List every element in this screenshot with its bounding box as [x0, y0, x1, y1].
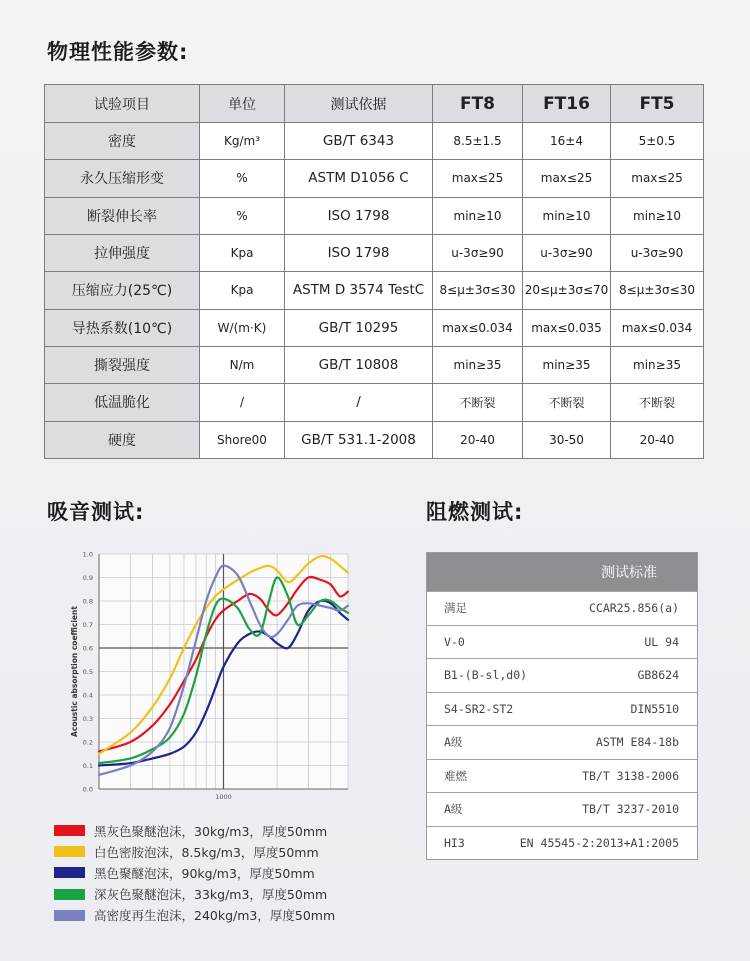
ft5-cell: max≤25	[611, 160, 704, 197]
legend-label: 黑灰色聚醚泡沫，30kg/m3，厚度50mm	[94, 823, 328, 839]
flame-rating: B1-(B-sl,d0)	[444, 668, 528, 683]
acoustic-test-title: 吸音测试:	[47, 500, 145, 524]
ft16-cell: max≤0.035	[523, 309, 611, 346]
y-tick-label: 0.2	[82, 738, 93, 747]
flame-standard: EN 45545-2:2013+A1:2005	[519, 835, 679, 850]
flame-rating: V-0	[444, 634, 465, 649]
flame-rating: 难燃	[444, 768, 467, 783]
ft16-cell: min≥35	[523, 346, 611, 383]
legend-swatch	[54, 889, 85, 900]
legend-label: 深灰色聚醚泡沫，33kg/m3，厚度50mm	[94, 887, 328, 903]
ft8-cell: 20-40	[433, 421, 523, 458]
standard-cell: ASTM D1056 C	[285, 160, 433, 197]
header-ft5: FT5	[611, 85, 704, 123]
standard-cell: ISO 1798	[285, 197, 433, 234]
flame-standard: CCAR25.856(a)	[588, 601, 679, 616]
legend-item	[54, 820, 335, 841]
absorption-chart	[64, 545, 364, 805]
y-tick-label: 0.8	[82, 597, 93, 606]
legend-label: 白色密胺泡沫，8.5kg/m3，厚度50mm	[94, 844, 319, 860]
standard-cell: GB/T 10295	[285, 309, 433, 346]
unit-cell: Kpa	[200, 234, 285, 271]
legend-label: 黑色聚醚泡沫，90kg/m3，厚度50mm	[94, 865, 315, 881]
unit-cell: Kpa	[200, 272, 285, 309]
flame-table-row	[427, 759, 697, 793]
flame-table-row	[427, 591, 697, 625]
test-item-cell: 断裂伸长率	[45, 197, 200, 234]
physical-properties-title: 物理性能参数:	[47, 40, 189, 64]
legend-item	[54, 862, 335, 883]
flame-rating: HI3	[444, 835, 465, 850]
flame-standard: TB/T 3237-2010	[582, 802, 679, 817]
y-tick-label: 0.1	[82, 762, 93, 770]
chart-legend	[54, 820, 335, 926]
ft5-cell: 20-40	[611, 421, 704, 458]
header-ft8: FT8	[433, 85, 523, 123]
header-test-item: 试验项目	[45, 85, 200, 123]
ft8-cell: 8≤μ±3σ≤30	[433, 272, 523, 309]
test-item-cell: 硬度	[45, 421, 200, 458]
test-item-cell: 压缩应力(25℃)	[45, 272, 200, 309]
ft5-cell: min≥10	[611, 197, 704, 234]
y-tick-label: 0.5	[82, 668, 93, 676]
ft8-cell: max≤25	[433, 160, 523, 197]
flame-table-row	[427, 692, 697, 726]
table-row	[45, 346, 704, 383]
ft8-cell: min≥35	[433, 346, 523, 383]
legend-item	[54, 841, 335, 862]
table-row	[45, 384, 704, 421]
flame-table-row	[427, 725, 697, 759]
flame-table-row	[427, 792, 697, 826]
flame-rating: A级	[444, 802, 463, 817]
table-row	[45, 234, 704, 271]
flame-rating: A级	[444, 735, 463, 750]
ft16-cell: max≤25	[523, 160, 611, 197]
ft8-cell: u-3σ≥90	[433, 234, 523, 271]
test-item-cell: 密度	[45, 123, 200, 160]
legend-item	[54, 905, 335, 926]
ft8-cell: max≤0.034	[433, 309, 523, 346]
ft8-cell: min≥10	[433, 197, 523, 234]
legend-item	[54, 884, 335, 905]
ft5-cell: 不断裂	[611, 384, 704, 421]
flame-table-header: 测试标准	[427, 553, 697, 591]
flame-standard: GB8624	[637, 668, 679, 683]
ft16-cell: 20≤μ±3σ≤70	[523, 272, 611, 309]
unit-cell: N/m	[200, 346, 285, 383]
legend-swatch	[54, 846, 85, 857]
table-row	[45, 309, 704, 346]
y-tick-label: 0.4	[82, 691, 93, 700]
standard-cell: ASTM D 3574 TestC	[285, 272, 433, 309]
ft16-cell: 不断裂	[523, 384, 611, 421]
header-ft16: FT16	[523, 85, 611, 123]
unit-cell: %	[200, 160, 285, 197]
y-tick-label: 1.0	[82, 550, 93, 559]
x-tick-label: 1000	[215, 793, 232, 801]
test-item-cell: 撕裂强度	[45, 346, 200, 383]
flame-standard: DIN5510	[630, 701, 679, 716]
ft16-cell: 30-50	[523, 421, 611, 458]
standard-cell: GB/T 10808	[285, 346, 433, 383]
y-axis-label: Acoustic absorption coefficient	[70, 606, 79, 737]
ft5-cell: 8≤μ±3σ≤30	[611, 272, 704, 309]
y-tick-label: 0.6	[82, 644, 93, 653]
unit-cell: Kg/m³	[200, 123, 285, 160]
unit-cell: %	[200, 197, 285, 234]
legend-swatch	[54, 910, 85, 921]
ft5-cell: u-3σ≥90	[611, 234, 704, 271]
standard-cell: GB/T 6343	[285, 123, 433, 160]
ft16-cell: 16±4	[523, 123, 611, 160]
table-row	[45, 123, 704, 160]
flame-test-title: 阻燃测试:	[426, 500, 524, 524]
header-standard: 测试依据	[285, 85, 433, 123]
ft16-cell: min≥10	[523, 197, 611, 234]
flame-standard: TB/T 3138-2006	[582, 768, 679, 783]
flame-table-row	[427, 658, 697, 692]
test-item-cell: 拉伸强度	[45, 234, 200, 271]
ft8-cell: 不断裂	[433, 384, 523, 421]
unit-cell: W/(m·K)	[200, 309, 285, 346]
table-header-row	[45, 85, 704, 123]
legend-swatch	[54, 867, 85, 878]
standard-cell: /	[285, 384, 433, 421]
flame-standard: ASTM E84-18b	[595, 735, 679, 750]
test-item-cell: 导热系数(10℃)	[45, 309, 200, 346]
header-unit: 单位	[200, 85, 285, 123]
y-tick-label: 0.3	[82, 715, 93, 723]
y-tick-label: 0.7	[82, 621, 93, 629]
ft5-cell: max≤0.034	[611, 309, 704, 346]
ft5-cell: min≥35	[611, 346, 704, 383]
table-row	[45, 421, 704, 458]
flame-table-row	[427, 625, 697, 659]
unit-cell: Shore00	[200, 421, 285, 458]
flame-standard: UL 94	[644, 634, 679, 649]
y-tick-label: 0.0	[82, 785, 93, 794]
legend-swatch	[54, 825, 85, 836]
test-item-cell: 永久压缩形变	[45, 160, 200, 197]
flame-table-row	[427, 826, 697, 860]
table-row	[45, 272, 704, 309]
standard-cell: GB/T 531.1-2008	[285, 421, 433, 458]
ft16-cell: u-3σ≥90	[523, 234, 611, 271]
unit-cell: /	[200, 384, 285, 421]
flame-rating: 满足	[444, 601, 467, 616]
test-item-cell: 低温脆化	[45, 384, 200, 421]
ft8-cell: 8.5±1.5	[433, 123, 523, 160]
table-row	[45, 197, 704, 234]
legend-label: 高密度再生泡沫，240kg/m3，厚度50mm	[94, 908, 336, 924]
table-row	[45, 160, 704, 197]
y-tick-label: 0.9	[82, 574, 93, 582]
flame-test-table	[426, 552, 698, 860]
ft5-cell: 5±0.5	[611, 123, 704, 160]
physical-properties-table	[44, 84, 704, 459]
standard-cell: ISO 1798	[285, 234, 433, 271]
flame-rating: S4-SR2-ST2	[444, 701, 514, 716]
